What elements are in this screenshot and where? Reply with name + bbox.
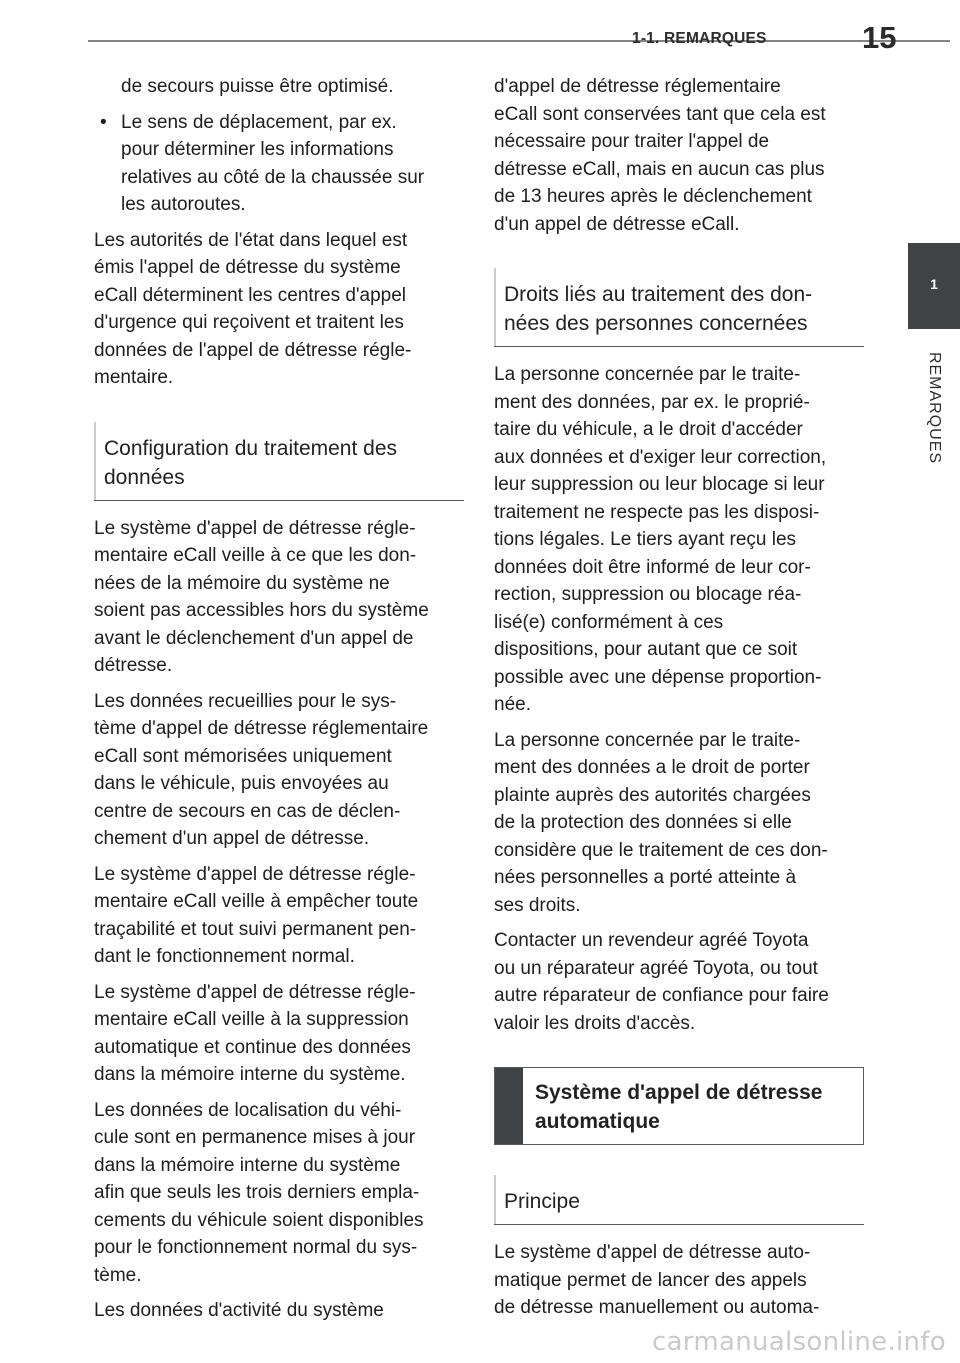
text-line: Droits liés au traitement des don- (504, 283, 813, 306)
paragraph (94, 861, 464, 971)
text-line: Les données de localisation du véhi- (94, 1099, 402, 1121)
text-line: taire du véhicule, a le droit d'accéder (494, 419, 803, 440)
text-line: plainte auprès des autorités chargées (494, 784, 811, 806)
text-line: Configuration du traitement des (104, 436, 398, 460)
paragraph (94, 688, 464, 853)
boxed-heading (494, 1067, 864, 1145)
text-line: mentaire eCall veille à la suppression (94, 1009, 409, 1030)
text-line: lisé(e) conformément à ces (494, 611, 724, 633)
text-line: dans la mémoire interne du système (94, 1154, 401, 1176)
text-line: Les autorités de l'état dans lequel est (94, 229, 408, 251)
text-line: autre réparateur de confiance pour faire (494, 985, 829, 1006)
text-line: nées de la mémoire du système ne (94, 572, 390, 594)
text-line: centre de secours en cas de déclen- (94, 800, 401, 822)
text-line: détresse. (94, 655, 173, 676)
paragraph (494, 1239, 864, 1322)
text-line: pour le fonctionnement normal du sys- (94, 1237, 418, 1258)
text-line: Le système d'appel de détresse régle- (94, 517, 416, 539)
text-line: de détresse manuellement ou automa- (494, 1297, 820, 1318)
text-line: relatives au côté de la chaussée sur (121, 166, 425, 188)
text-line: Système d'appel de détresse (535, 1081, 823, 1104)
text-line: dispositions, pour autant que ce soit (494, 639, 798, 660)
text-line: Le système d'appel de détresse régle- (94, 981, 416, 1003)
text-line: La personne concernée par le traite- (494, 729, 801, 751)
text-line: nécessaire pour traiter l'appel de (494, 131, 770, 152)
text-line: données (104, 465, 185, 489)
text-line: données doit être informé de leur cor- (494, 556, 811, 578)
text-line: soient pas accessibles hors du système (94, 600, 429, 621)
text-line: mentaire eCall veille à ce que les don- (94, 545, 417, 566)
text-line: d'urgence qui reçoivent et traitent les (94, 312, 404, 333)
text-line: eCall sont mémorisées uniquement (94, 745, 392, 767)
text-line: de secours puisse être optimisé. (121, 76, 394, 97)
text-line: leur suppression ou leur blocage si leur (494, 474, 825, 495)
text-line: d'appel de détresse réglementaire (494, 76, 781, 97)
boxed-heading-text (523, 1068, 832, 1144)
text-line: d'un appel de détresse eCall. (494, 213, 740, 235)
text-line: chement d'un appel de détresse. (94, 828, 370, 849)
text-line: dans le véhicule, puis envoyées au (94, 773, 389, 794)
text-line: émis l'appel de détresse du système (94, 257, 401, 278)
chapter-tab[interactable] (908, 243, 960, 329)
paragraph (494, 727, 864, 920)
chapter-tab-number: 1 (930, 276, 938, 292)
paragraph (94, 979, 464, 1089)
watermark: carmanualsonline.info (651, 1327, 946, 1357)
paragraph (94, 73, 464, 101)
text-line: eCall sont conservées tant que cela est (494, 103, 826, 125)
paragraph (94, 1297, 464, 1325)
text-line: considère que le traitement de ces don- (494, 839, 828, 861)
paragraph (94, 515, 464, 680)
text-line: tème. (94, 1264, 142, 1286)
text-line: nées des personnes concernées (504, 312, 808, 335)
section-heading (494, 268, 864, 347)
section-heading (494, 1175, 864, 1225)
right-column (494, 73, 864, 1330)
text-line: traitement ne respecte pas les disposi- (494, 501, 820, 523)
text-line: tème d'appel de détresse réglementaire (94, 718, 429, 739)
text-line: née. (494, 694, 531, 715)
text-line: dans la mémoire interne du système. (94, 1064, 406, 1085)
text-line: Principe (504, 1190, 580, 1213)
text-line: Le système d'appel de détresse auto- (494, 1242, 811, 1263)
text-line: détresse eCall, mais en aucun cas plus (494, 158, 825, 180)
heading-bar (495, 1068, 523, 1144)
paragraph (94, 227, 464, 392)
text-line: dant le fonctionnement normal. (94, 946, 355, 967)
text-line: ment des données a le droit de porter (494, 757, 810, 778)
text-line: Les données d'activité du système (94, 1300, 384, 1321)
paragraph (94, 1097, 464, 1290)
text-line: possible avec une dépense proportion- (494, 666, 822, 688)
text-line: eCall déterminent les centres d'appel (94, 284, 407, 306)
text-line: mentaire eCall veille à empêcher toute (94, 891, 419, 912)
left-column (94, 73, 464, 1333)
header-rule (88, 40, 950, 42)
bullet-mark: • (100, 111, 107, 133)
text-line: Contacter un revendeur agréé Toyota (494, 930, 809, 951)
text-line: aux données et d'exiger leur correction, (494, 446, 827, 468)
bullet-item (94, 109, 464, 219)
text-line: automatique et continue des données (94, 1036, 411, 1058)
text-line: cule sont en permanence mises à jour (94, 1127, 416, 1148)
text-line: matique permet de lancer des appels (494, 1269, 807, 1291)
text-line: avant le déclenchement d'un appel de (94, 627, 414, 649)
text-line: ses droits. (494, 894, 581, 916)
text-line: mentaire. (94, 367, 174, 388)
text-line: ou un réparateur agréé Toyota, ou tout (494, 957, 818, 979)
paragraph (494, 927, 864, 1037)
text-line: Le sens de déplacement, par ex. (121, 111, 397, 133)
text-line: automatique (535, 1110, 660, 1133)
text-line: La personne concernée par le traite- (494, 364, 801, 385)
text-line: de la protection des données si elle (494, 812, 792, 833)
section-heading (94, 422, 464, 501)
text-line: afin que seuls les trois derniers empla- (94, 1182, 420, 1203)
bullet-text (121, 109, 464, 219)
text-line: Le système d'appel de détresse régle- (94, 863, 416, 885)
chapter-tab-label: REMARQUES (926, 351, 943, 465)
text-line: traçabilité et tout suivi permanent pen- (94, 918, 417, 940)
text-line: cements du véhicule soient disponibles (94, 1209, 424, 1231)
paragraph (494, 361, 864, 719)
text-line: ment des données, par ex. le proprié- (494, 391, 810, 413)
text-line: tions légales. Le tiers ayant reçu les (494, 529, 797, 550)
chapter-title: 1-1. REMARQUES (632, 30, 767, 47)
text-line: Les données recueillies pour le sys- (94, 690, 397, 712)
text-line: rection, suppression ou blocage réa- (494, 584, 802, 605)
text-line: pour déterminer les informations (121, 139, 394, 160)
text-line: les autoroutes. (121, 194, 246, 215)
text-line: données de l'appel de détresse régle- (94, 339, 412, 361)
text-line: de 13 heures après le déclenchement (494, 186, 812, 207)
text-line: nées personnelles a porté atteinte à (494, 867, 797, 888)
paragraph (494, 73, 864, 238)
text-line: valoir les droits d'accès. (494, 1012, 696, 1034)
page-number: 15 (862, 20, 897, 55)
